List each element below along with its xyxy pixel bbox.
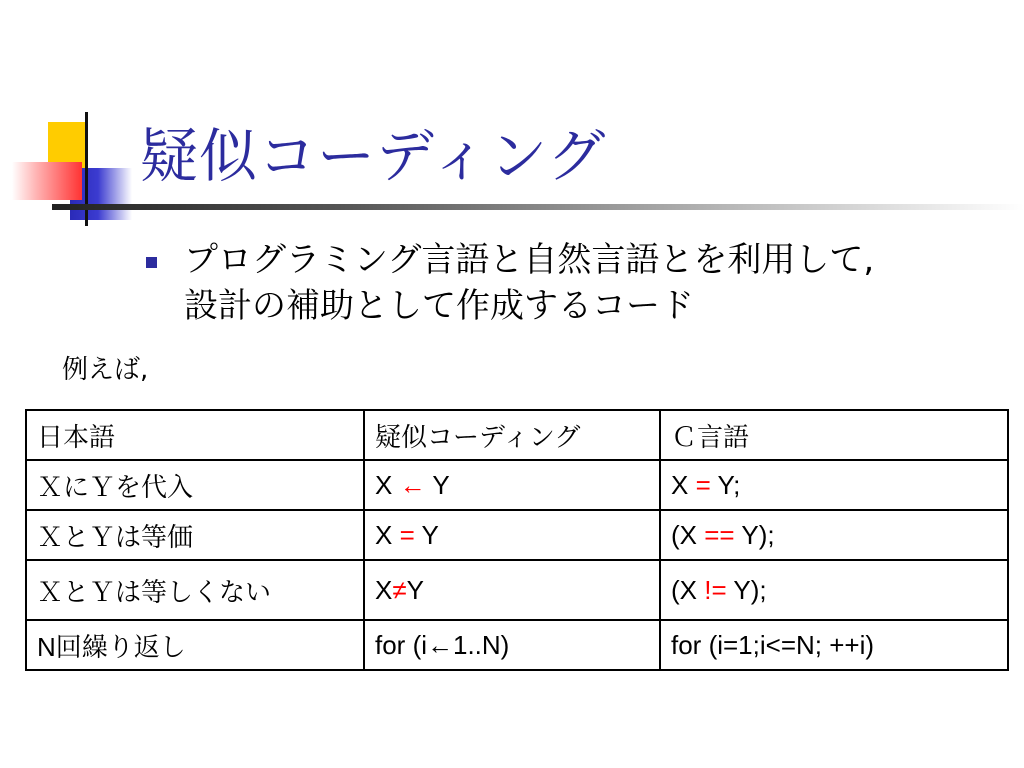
table-row <box>26 560 1008 620</box>
slide-title: 疑似コーディング <box>140 122 607 190</box>
code-text: for (i=1;i<=N; ++i) <box>671 629 875 660</box>
table-row <box>26 620 1008 670</box>
cell-japanese: ＸとＹは等価 <box>26 510 364 560</box>
operator-text: == <box>704 519 735 550</box>
cell-c-code <box>660 460 1008 510</box>
cell-pseudocode <box>364 620 660 670</box>
code-text: Y); <box>726 574 767 605</box>
code-text: (X <box>671 519 705 550</box>
code-text: Y <box>406 574 424 605</box>
code-text: for (i←1..N) <box>375 629 510 660</box>
cell-japanese: ＸにＹを代入 <box>26 460 364 510</box>
table-row <box>26 510 1008 560</box>
header-pseudocode: 疑似コーディング <box>364 410 660 460</box>
header-c-language: Ｃ言語 <box>660 410 1008 460</box>
red-accent-square <box>12 162 82 200</box>
operator-text: = <box>695 469 711 500</box>
bullet-text-line-2: 設計の補助として作成するコード <box>184 286 694 326</box>
title-underline <box>52 204 1024 210</box>
cell-japanese: N回繰り返し <box>26 620 364 670</box>
cell-c-code <box>660 560 1008 620</box>
cell-pseudocode <box>364 510 660 560</box>
code-text: Y; <box>710 469 741 500</box>
code-text: X <box>375 574 393 605</box>
example-label: 例えば, <box>62 355 149 385</box>
cell-pseudocode <box>364 460 660 510</box>
code-text: X <box>375 469 400 500</box>
code-text: X <box>375 519 400 550</box>
table-header-row <box>26 410 1008 460</box>
code-text: Y); <box>734 519 775 550</box>
bullet-text-line-1: プログラミング言語と自然言語とを利用して, <box>184 240 875 280</box>
operator-text: ← <box>399 469 426 500</box>
cell-c-code <box>660 510 1008 560</box>
operator-text: != <box>704 574 727 605</box>
bullet-square-icon <box>146 257 157 268</box>
code-text: X <box>671 469 696 500</box>
cell-pseudocode <box>364 560 660 620</box>
cell-japanese: ＸとＹは等しくない <box>26 560 364 620</box>
operator-text: = <box>399 519 415 550</box>
comparison-table <box>25 409 1009 671</box>
operator-text: ≠ <box>392 574 407 605</box>
table-row <box>26 460 1008 510</box>
header-japanese: 日本語 <box>26 410 364 460</box>
code-text: (X <box>671 574 705 605</box>
code-text: Y <box>425 469 450 500</box>
code-text: Y <box>414 519 439 550</box>
cell-c-code <box>660 620 1008 670</box>
